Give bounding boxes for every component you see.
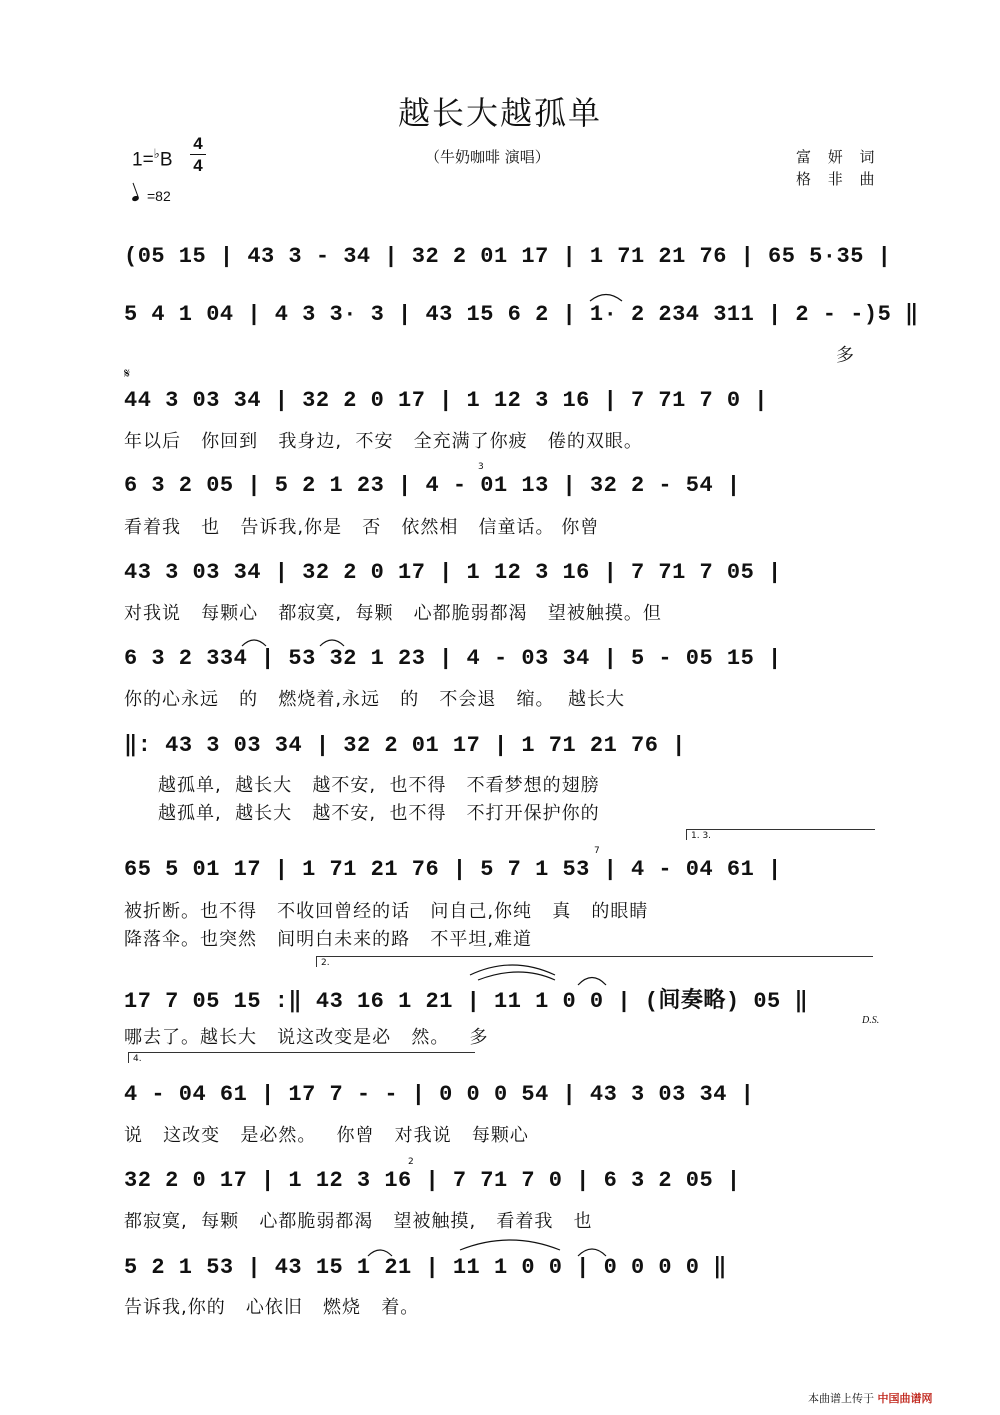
grace-note: 2 (408, 1157, 414, 1167)
score-row: 5 4 1 04 | 4 3 3· 3 | 43 15 6 2 | 1· 2 234 311 | 2 - -)5 ‖ (124, 302, 919, 327)
volta-bracket: 1. 3. (686, 829, 875, 840)
score-row: 5 2 1 53 | 43 15 1 21 | 11 1 0 0 | 0 0 0 0 ‖ (124, 1255, 727, 1280)
lyric-line: 哪去了。越长大 说这改变是必 然。 多 (124, 1027, 489, 1048)
tempo-marking: =82 (132, 188, 171, 204)
lyric-line: 多 (836, 345, 855, 366)
composer-credit: 格 非 曲 (796, 170, 881, 188)
lyric-line: 降落伞。也突然 间明白未来的路 不平坦,难道 (124, 929, 533, 950)
lyric-line: 年以后 你回到 我身边, 不安 全充满了你疲 倦的双眼。 (124, 431, 643, 452)
lyricist-credit: 富 妍 词 (796, 148, 881, 166)
score-row: 6 3 2 05 | 5 2 1 23 | 4 - 01 13 | 32 2 - 54 | (124, 473, 741, 498)
score-row: 43 3 03 34 | 32 2 0 17 | 1 12 3 16 | 7 71 7 05 | (124, 560, 782, 585)
lyric-line: 告诉我,你的 心依旧 燃烧 着。 (124, 1297, 420, 1318)
song-title: 越长大越孤单 (397, 94, 602, 132)
volta-bracket: 4. (128, 1052, 475, 1063)
grace-note: 7 (594, 846, 600, 856)
performer: （牛奶咖啡 演唱） (425, 148, 550, 166)
lyric-line: 对我说 每颗心 都寂寞, 每颗 心都脆弱都渴 望被触摸。但 (124, 603, 662, 624)
score-row: 44 3 03 34 | 32 2 0 17 | 1 12 3 16 | 7 71 7 0 | (124, 388, 769, 413)
lyric-line: 都寂寞, 每颗 心都脆弱都渴 望被触摸, 看着我 也 (124, 1211, 593, 1232)
time-signature: 4 4 (190, 134, 206, 175)
score-row: 65 5 01 17 | 1 71 21 76 | 5 7 1 53 | 4 - 04 61 | (124, 857, 782, 882)
lyric-line: 说 这改变 是必然。 你曾 对我说 每颗心 (124, 1125, 529, 1146)
site-logo: 中国曲谱网 (877, 1392, 933, 1405)
score-row: 32 2 0 17 | 1 12 3 16 | 7 71 7 0 | 6 3 2 05 | (124, 1168, 741, 1193)
score-row: 4 - 04 61 | 17 7 - - | 0 0 0 54 | 43 3 03 34 | (124, 1082, 755, 1107)
lyric-line: 被折断。也不得 不收回曾经的话 问自己,你纯 真 的眼睛 (124, 901, 649, 922)
lyric-line: 看着我 也 告诉我,你是 否 依然相 信童话。 你曾 (124, 517, 600, 538)
lyric-line: 你的心永远 的 燃烧着,永远 的 不会退 缩。 越长大 (124, 689, 625, 710)
grace-note: 3 (478, 462, 484, 472)
key-signature: 1=♭B (132, 146, 173, 171)
score-row: 6 3 2 334 | 53 32 1 23 | 4 - 03 34 | 5 - 05 15 | (124, 646, 782, 671)
lyric-line: 越孤单, 越长大 越不安, 也不得 不看梦想的翅膀 (158, 775, 600, 796)
volta-bracket: 2. (316, 956, 873, 967)
score-row: (05 15 | 43 3 - 34 | 32 2 01 17 | 1 71 21 76 | 65 5·35 | (124, 244, 892, 269)
segno-sign: 𝄋 (124, 366, 131, 382)
score-row: ‖: 43 3 03 34 | 32 2 01 17 | 1 71 21 76 | (124, 733, 686, 758)
ds-marking: D.S. (862, 1015, 880, 1026)
score-row: 17 7 05 15 :‖ 43 16 1 21 | 11 1 0 0 | (间奏略) 05 ‖ (124, 989, 809, 1014)
flat-sign: ♭ (153, 146, 160, 161)
footer-credit: 本曲谱上传于 中国曲谱网 (808, 1392, 933, 1405)
lyric-line: 越孤单, 越长大 越不安, 也不得 不打开保护你的 (158, 803, 600, 824)
